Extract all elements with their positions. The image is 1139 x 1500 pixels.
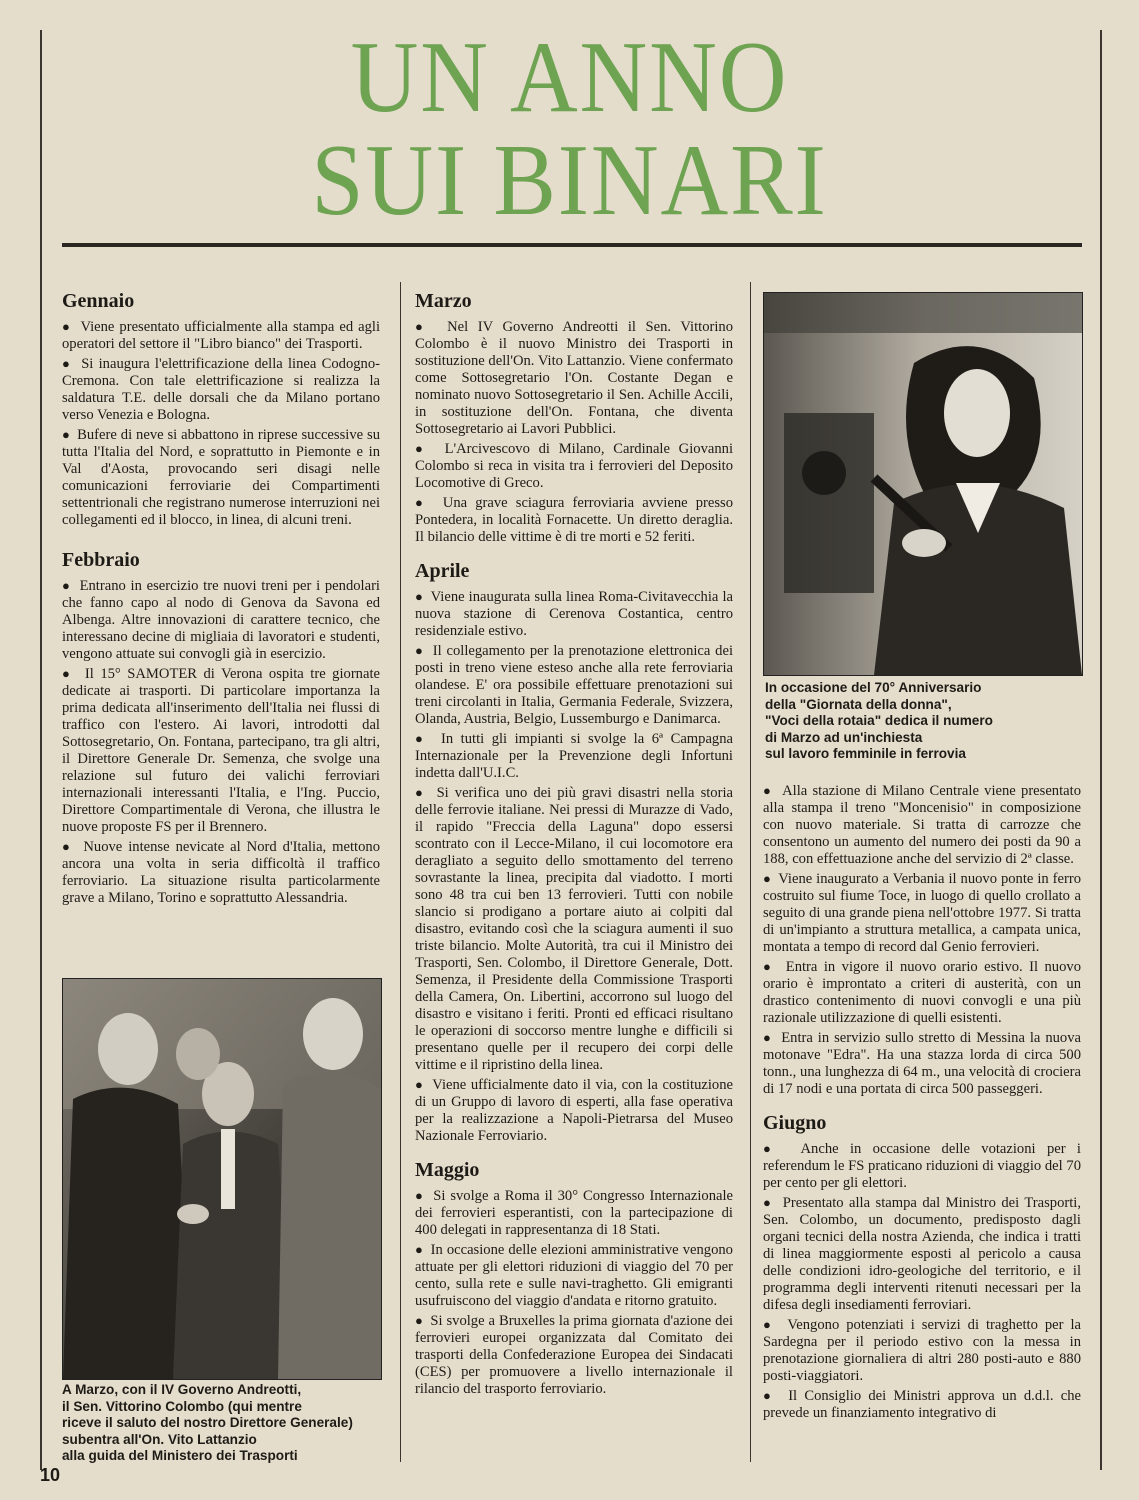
list-item: ● Vengono potenziati i servizi di traghetto per la Sardegna per il periodo estivo con la messa in prenotazione giornaliera di altri 280 posti-auto e 880 posti-viaggiatori. [763,1316,1081,1385]
column-divider-1 [400,282,401,1462]
caption-line: alla guida del Ministero dei Trasporti [62,1448,298,1463]
list-item: ● Si inaugura l'elettrificazione della linea Codogno-Cremona. Con tale elettrificazione si realizza la saldatura T.E. delle dorsali che da Milano portano verso Venezia e Bologna. [62,355,380,424]
caption-line: "Voci della rotaia" dedica il numero [765,713,993,728]
caption-handshake [62,1382,382,1465]
list-item: ● Una grave sciagura ferroviaria avviene presso Pontedera, in località Fornacette. Un diretto deraglia. Il bilancio delle vittime è di tre morti e 52 feriti. [415,494,733,546]
section-heading-maggio: Maggio [415,1159,480,1181]
column-2 [415,290,733,1400]
column-3 [763,782,1081,1424]
right-border-line [1100,30,1102,1470]
caption-line: sul lavoro femminile in ferrovia [765,746,966,761]
list-item: ● Presentato alla stampa dal Ministro dei Trasporti, Sen. Colombo, un documento, predisposto dagli organi tecnici della nostra Azienda, che indica i tratti di linea maggiormente esposti al pericolo a causa delle condizioni idro-geologiche del territorio, e il programma degli interventi ritenuti necessari per la difesa degli insediamenti ferroviari. [763,1194,1081,1314]
section-heading-febbraio: Febbraio [62,549,140,571]
list-item: ● Si svolge a Bruxelles la prima giornata d'azione dei ferrovieri europei organizzata dal Comitato dei trasporti della Confederazione Europea dei Sindacati (CES) per promuovere a livello internazionale il rilancio del trasporto ferroviario. [415,1312,733,1398]
section-heading-aprile: Aprile [415,560,470,582]
list-item: ● Viene inaugurato a Verbania il nuovo ponte in ferro costruito sul fiume Toce, in luogo di quello crollato a seguito di una grande piena nell'ottobre 1977. Si tratta di un'impianto a struttura metallica, a campata unica, montata a tempo di record dal Genio ferrovieri. [763,870,1081,956]
caption-line: In occasione del 70° Anniversario [765,680,982,695]
photo-handshake [62,978,382,1380]
page-title-line-2: SUI BINARI [311,124,828,237]
list-item: ● In tutti gli impianti si svolge la 6ª Campagna Internazionale per la Prevenzione degli Infortuni indetta dall'U.I.C. [415,730,733,782]
column-1 [62,290,380,909]
section-heading-gennaio: Gennaio [62,290,135,312]
page-number: 10 [40,1465,61,1485]
caption-line: subentra all'On. Vito Lattanzio [62,1431,257,1447]
list-item: ● Viene presentato ufficialmente alla stampa ed agli operatori del settore il "Libro bianco" dei Trasporti. [62,318,380,353]
list-item: ● Alla stazione di Milano Centrale viene presentato alla stampa il treno "Moncenisio" in composizione con nuovo materiale. Si tratta di carrozze che consentono un aumento del numero dei posti da 90 a 188, con effettuazione anche del servizio di 2ª classe. [763,782,1081,868]
section-heading-giugno: Giugno [763,1112,827,1134]
section-heading-marzo: Marzo [415,290,472,312]
list-item: ● In occasione delle elezioni amministrative vengono attuate per gli elettori riduzioni di viaggio del 70 per cento, sulla rete e sulle navi-traghetto. Gli emigranti usufruiscono del viaggio d'andata e ritorno gratuito. [415,1241,733,1310]
page-title-line-1: UN ANNO [350,21,789,134]
list-item: ● Il Consiglio dei Ministri approva un d.d.l. che prevede un finanziamento integrativo di [763,1387,1081,1422]
list-item: ● Entra in servizio sullo stretto di Messina la nuova motonave "Edra". Ha una stazza lorda di circa 500 tonn., una lunghezza di 64 m., una velocità di crociera di 17 nodi e una portata di circa 500 passeggeri. [763,1029,1081,1098]
photo-woman-railway [763,292,1083,676]
left-border-line [40,30,42,1470]
list-item: ● Si verifica uno dei più gravi disastri nella storia delle ferrovie italiane. Nei pressi di Murazze di Vado, il rapido "Freccia della Laguna" dopo essersi scontrato con il Lecce-Milano, il cui locomotore era deragliato a seguito dello smottamento del terreno sovrastante la linea, precipita dal viadotto. I morti sono 48 tra cui ben 13 ferrovieri. Tutti con nobile slancio si prodigano a portare aiuto ai colpiti dal disastro, evitando così che la sciagura aumenti il suo triste bilancio. Molte Autorità, tra cui il Ministro dei Trasporti, Sen. Colombo, il Direttore Generale, Dott. Semenza, il Presidente della Commissione Trasporti della Camera, On. Libertini, accorrono sul luogo del disastro e visitano i feriti. Pronti ed efficaci risultano le operazioni di soccorso mentre lunghe e difficili si presentano quelle per il recupero dei corpi delle vittime e il ripristino della linea. [415,784,733,1074]
list-item: ● Viene inaugurata sulla linea Roma-Civitavecchia la nuova stazione di Cerenova Costantica, centro residenziale estivo. [415,588,733,640]
list-item: ● Il 15° SAMOTER di Verona ospita tre giornate dedicate ai trasporti. Di particolare importanza la prima dedicata all'inserimento dell'Italia nei flussi di traffico con l'estero. Ai lavori, introdotti dal Sottosegretario, On. Fontana, partecipano, tra gli altri, il Direttore Generale Dr. Semenza, che svolge una relazione sul futuro dei valichi ferroviari internazionali interessanti l'Italia, e l'Ing. Puccio, Direttore Compartimentale di Verona, che illustra le nuove proposte FS per il Brennero. [62,665,380,836]
list-item: ● Entra in vigore il nuovo orario estivo. Il nuovo orario è improntato a criteri di austerità, con un drastico contenimento di nuovi convogli e una più razionale utilizzazione di quelli esistenti. [763,958,1081,1027]
list-item: ● L'Arcivescovo di Milano, Cardinale Giovanni Colombo si reca in visita tra i ferrovieri del Deposito Locomotive di Greco. [415,440,733,492]
list-item: ● Si svolge a Roma il 30° Congresso Internazionale dei ferrovieri esperantisti, con la partecipazione di 400 delegati in rappresentanza di 18 Stati. [415,1187,733,1239]
caption-line: riceve il saluto del nostro Direttore Generale) [62,1415,353,1430]
list-item: ● Entrano in esercizio tre nuovi treni per i pendolari che fanno capo al nodo di Genova da Savona ed Albenga. Altre innovazioni di carattere tecnico, che interessano decine di migliaia di lavoratori e studenti, vengono attuate sui convogli già in esercizio. [62,577,380,663]
title-rule [62,243,1082,247]
list-item: ● Anche in occasione delle votazioni per i referendum le FS praticano riduzioni di viaggio del 70 per cento per gli elettori. [763,1140,1081,1192]
caption-line: il Sen. Vittorino Colombo (qui mentre [62,1398,302,1414]
caption-woman [765,680,1085,763]
column-divider-2 [750,282,751,1462]
caption-line: A Marzo, con il IV Governo Andreotti, [62,1382,302,1397]
caption-line: di Marzo ad un'inchiesta [765,729,923,745]
list-item: ● Nuove intense nevicate al Nord d'Italia, mettono ancora una volta in seria difficoltà il traffico ferroviario. La situazione risulta particolarmente grave a Milano, Torino e soprattutto Alessandria. [62,838,380,907]
list-item: ● Viene ufficialmente dato il via, con la costituzione di un Gruppo di lavoro di esperti, alla fase operativa per la realizzazione a Napoli-Pietrarsa del Museo Nazionale Ferroviario. [415,1076,733,1145]
list-item: ● Bufere di neve si abbattono in riprese successive su tutta l'Italia del Nord, e soprattutto in Piemonte e in Val d'Aosta, provocando seri disagi nelle comunicazioni ferroviarie dei Compartimenti settentrionali che registrano numerose interruzioni nei collegamenti ed il blocco, in linea, di alcuni treni. [62,426,380,529]
list-item: ● Nel IV Governo Andreotti il Sen. Vittorino Colombo è il nuovo Ministro dei Trasporti in sostituzione dell'On. Vito Lattanzio. Viene confermato come Sottosegretario l'On. Costante Degan e nominato nuovo Sottosegretario il Sen. Achille Accili, in sostituzione dell'On. Fontana, che diventa Sottosegretario ai Lavori Pubblici. [415,318,733,438]
caption-line: della "Giornata della donna", [765,696,952,712]
list-item: ● Il collegamento per la prenotazione elettronica dei posti in treno viene esteso anche alla rete ferroviaria olandese. E' ora possibile effettuare prenotazioni sui treni circolanti in Italia, Germania Federale, Svizzera, Olanda, Austria, Belgio, Lussemburgo e Danimarca. [415,642,733,728]
